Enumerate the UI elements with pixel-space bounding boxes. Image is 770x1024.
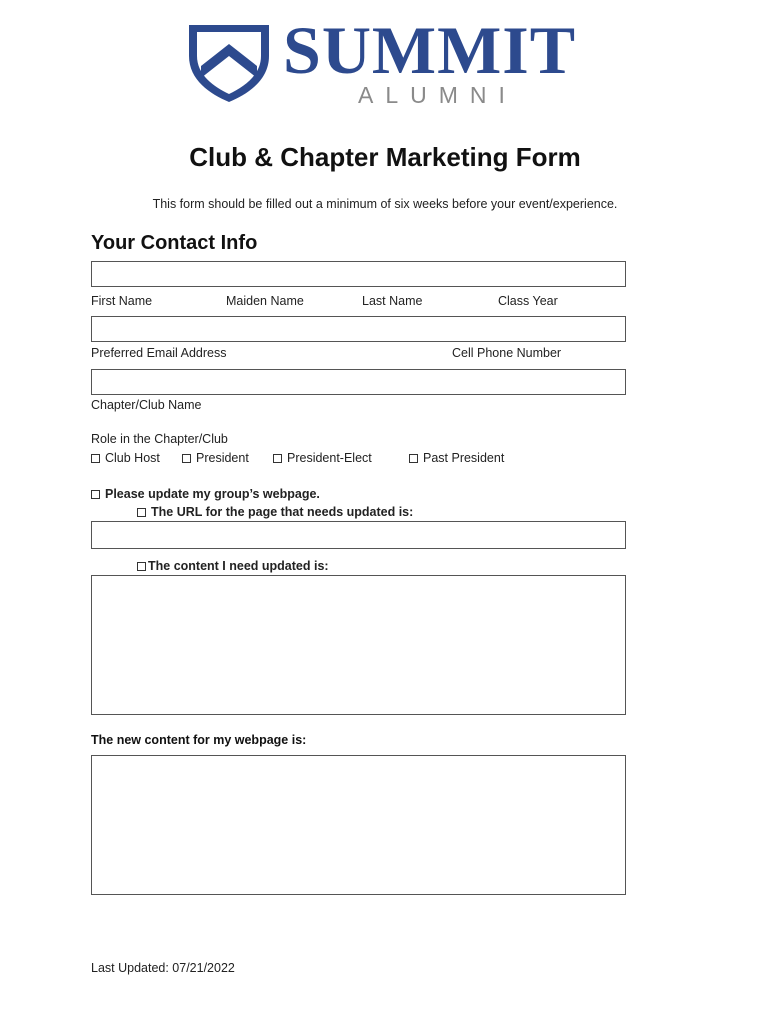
logo-subtitle: ALUMNI — [358, 82, 517, 108]
role-option-label: President-Elect — [287, 451, 372, 465]
role-option-label: President — [196, 451, 249, 465]
url-option[interactable] — [137, 505, 413, 519]
role-option-label: Past President — [423, 451, 505, 465]
checkbox-icon[interactable] — [137, 508, 146, 517]
checkbox-icon[interactable] — [273, 454, 282, 463]
checkbox-icon[interactable] — [91, 454, 100, 463]
content-option[interactable] — [137, 559, 329, 573]
role-option-club-host[interactable] — [91, 451, 160, 465]
email-phone-field[interactable] — [91, 316, 626, 342]
shield-icon — [186, 22, 272, 104]
new-content-textarea[interactable] — [91, 755, 626, 895]
content-label: The content I need updated is: — [148, 559, 329, 573]
maiden-name-label: Maiden Name — [226, 294, 304, 308]
role-option-label: Club Host — [105, 451, 160, 465]
checkbox-icon[interactable] — [409, 454, 418, 463]
url-label: The URL for the page that needs updated is: — [151, 505, 414, 519]
class-year-label: Class Year — [498, 294, 558, 308]
name-field[interactable] — [91, 261, 626, 287]
current-content-textarea[interactable] — [91, 575, 626, 715]
section-heading-contact: Your Contact Info — [91, 232, 258, 254]
first-name-label: First Name — [91, 294, 153, 308]
new-content-label: The new content for my webpage is: — [91, 733, 307, 747]
role-option-president[interactable] — [182, 451, 249, 465]
checkbox-icon[interactable] — [137, 562, 146, 571]
last-name-label: Last Name — [362, 294, 423, 308]
email-label: Preferred Email Address — [91, 346, 227, 360]
url-field[interactable] — [91, 521, 626, 549]
update-webpage-option[interactable] — [91, 487, 320, 501]
form-subtitle: This form should be filled out a minimum of six weeks before your event/experience. — [152, 197, 618, 211]
role-option-president-elect[interactable] — [273, 451, 372, 465]
form-title: Club & Chapter Marketing Form — [189, 142, 581, 172]
logo-wordmark: SUMMIT — [283, 12, 577, 88]
phone-label: Cell Phone Number — [452, 346, 562, 360]
role-label: Role in the Chapter/Club — [91, 432, 228, 446]
update-webpage-label: Please update my group’s webpage. — [105, 487, 320, 501]
role-option-past-president[interactable] — [409, 451, 504, 465]
chapter-club-field[interactable] — [91, 369, 626, 395]
summit-alumni-logo — [186, 12, 586, 112]
checkbox-icon[interactable] — [91, 490, 100, 499]
chapter-club-label: Chapter/Club Name — [91, 398, 202, 412]
checkbox-icon[interactable] — [182, 454, 191, 463]
last-updated: Last Updated: 07/21/2022 — [91, 961, 235, 975]
